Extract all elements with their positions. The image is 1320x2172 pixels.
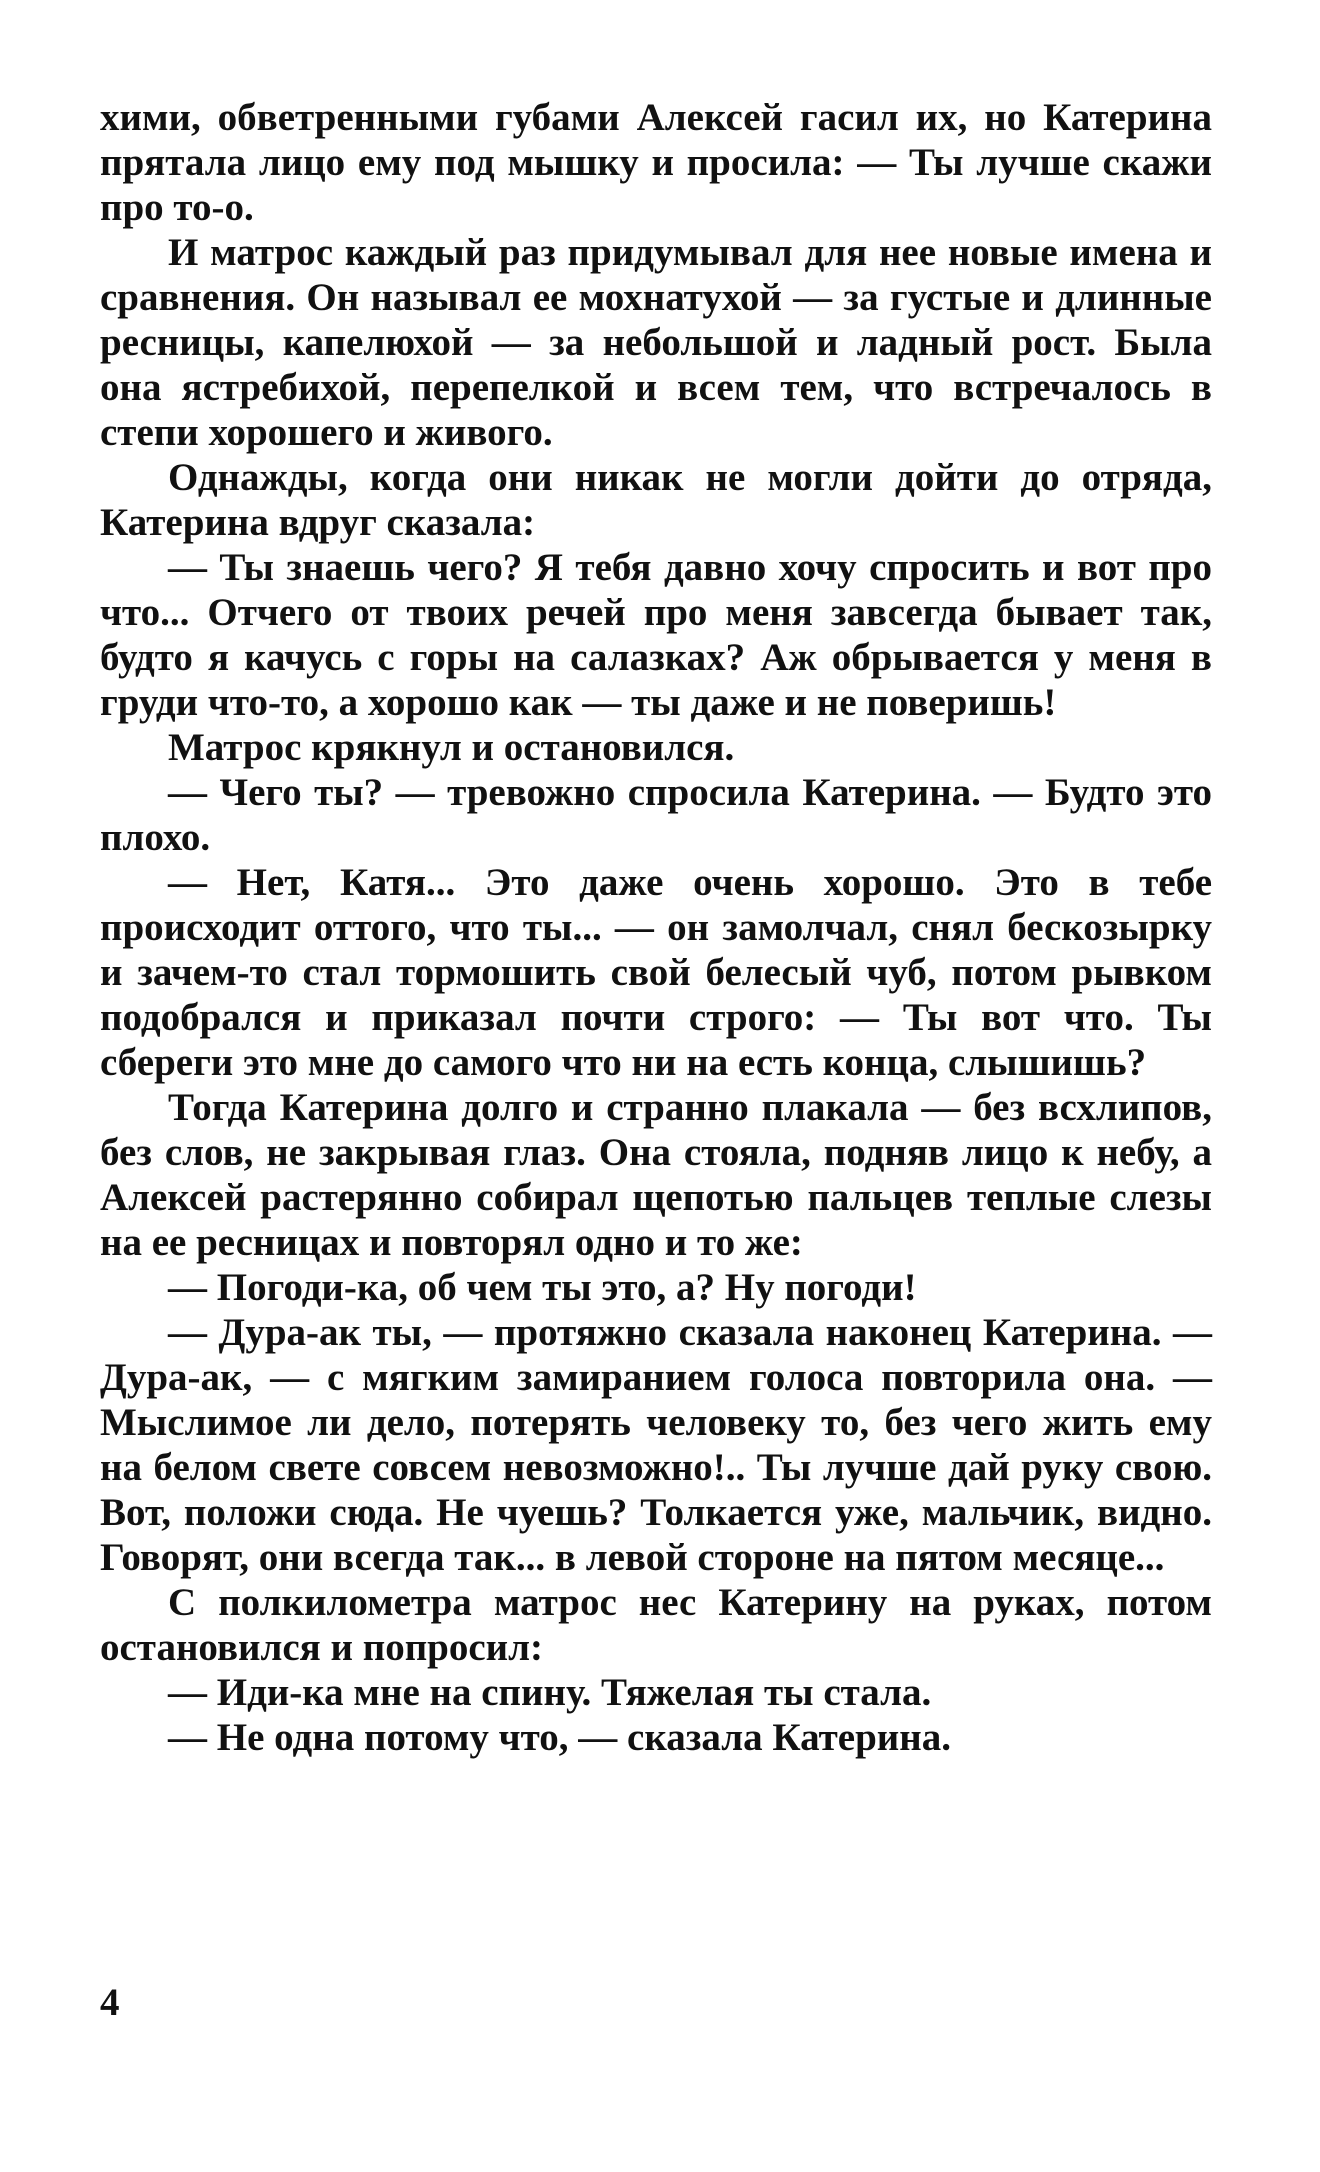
body-text bbox=[100, 95, 1212, 1760]
dialogue-paragraph: — Погоди-ка, об чем ты это, а? Ну погоди! bbox=[168, 1266, 917, 1309]
dialogue-paragraph: — Не одна потому что, — сказала Катерина. bbox=[168, 1716, 951, 1759]
paragraph: С полкилометра матрос нес Катерину на руках, потом остановился и попросил: bbox=[100, 1581, 1212, 1669]
paragraph: Однажды, когда они никак не могли дойти до отряда, Катерина вдруг сказала: bbox=[100, 456, 1212, 544]
dialogue-paragraph: — Иди-ка мне на спину. Тяжелая ты стала. bbox=[168, 1671, 932, 1714]
dialogue-paragraph: — Дура-ак ты, — протяжно сказала наконец Катерина. — Дура-ак, — с мягким замиранием голоса повторила она. — Мыслимое ли дело, потерять человеку то, без чего жить ему на белом свете совсем невозможно!.. Ты лучше дай руку свою. Вот, положи сюда. Не чуешь? Толкается уже, мальчик, видно. Говорят, они всегда так... в левой стороне на пятом месяце... bbox=[100, 1311, 1212, 1579]
dialogue-paragraph: — Ты знаешь чего? Я тебя давно хочу спросить и вот про что... Отчего от твоих речей про меня завсегда бывает так, будто я качусь с горы на салазках? Аж обрывается у меня в груди что-то, а хорошо как — ты даже и не поверишь! bbox=[100, 546, 1212, 724]
paragraph: хими, обветренными губами Алексей гасил их, но Катерина прятала лицо ему под мышку и просила: — Ты лучше скажи про то-о. bbox=[100, 96, 1212, 229]
page-number: 4 bbox=[100, 1981, 120, 2024]
dialogue-paragraph: — Нет, Катя... Это даже очень хорошо. Это в тебе происходит оттого, что ты... — он замолчал, снял бескозырку и зачем-то стал тормошить свой белесый чуб, потом рывком подобрался и приказал почти строго: — Ты вот что. Ты сбереги это мне до самого что ни на есть конца, слышишь? bbox=[100, 861, 1212, 1084]
dialogue-paragraph: — Чего ты? — тревожно спросила Катерина. — Будто это плохо. bbox=[100, 771, 1212, 859]
paragraph: Матрос крякнул и остановился. bbox=[168, 726, 735, 769]
paragraph: И матрос каждый раз придумывал для нее новые имена и сравнения. Он называл ее мохнатухой — за густые и длинные ресницы, капелюхой — за небольшой и ладный рост. Была она ястребихой, перепелкой и всем тем, что встречалось в степи хорошего и живого. bbox=[100, 231, 1212, 454]
paragraph: Тогда Катерина долго и странно плакала — без всхлипов, без слов, не закрывая глаз. Она стояла, подняв лицо к небу, а Алексей растерянно собирал щепотью пальцев теплые слезы на ее ресницах и повторял одно и то же: bbox=[100, 1086, 1212, 1264]
